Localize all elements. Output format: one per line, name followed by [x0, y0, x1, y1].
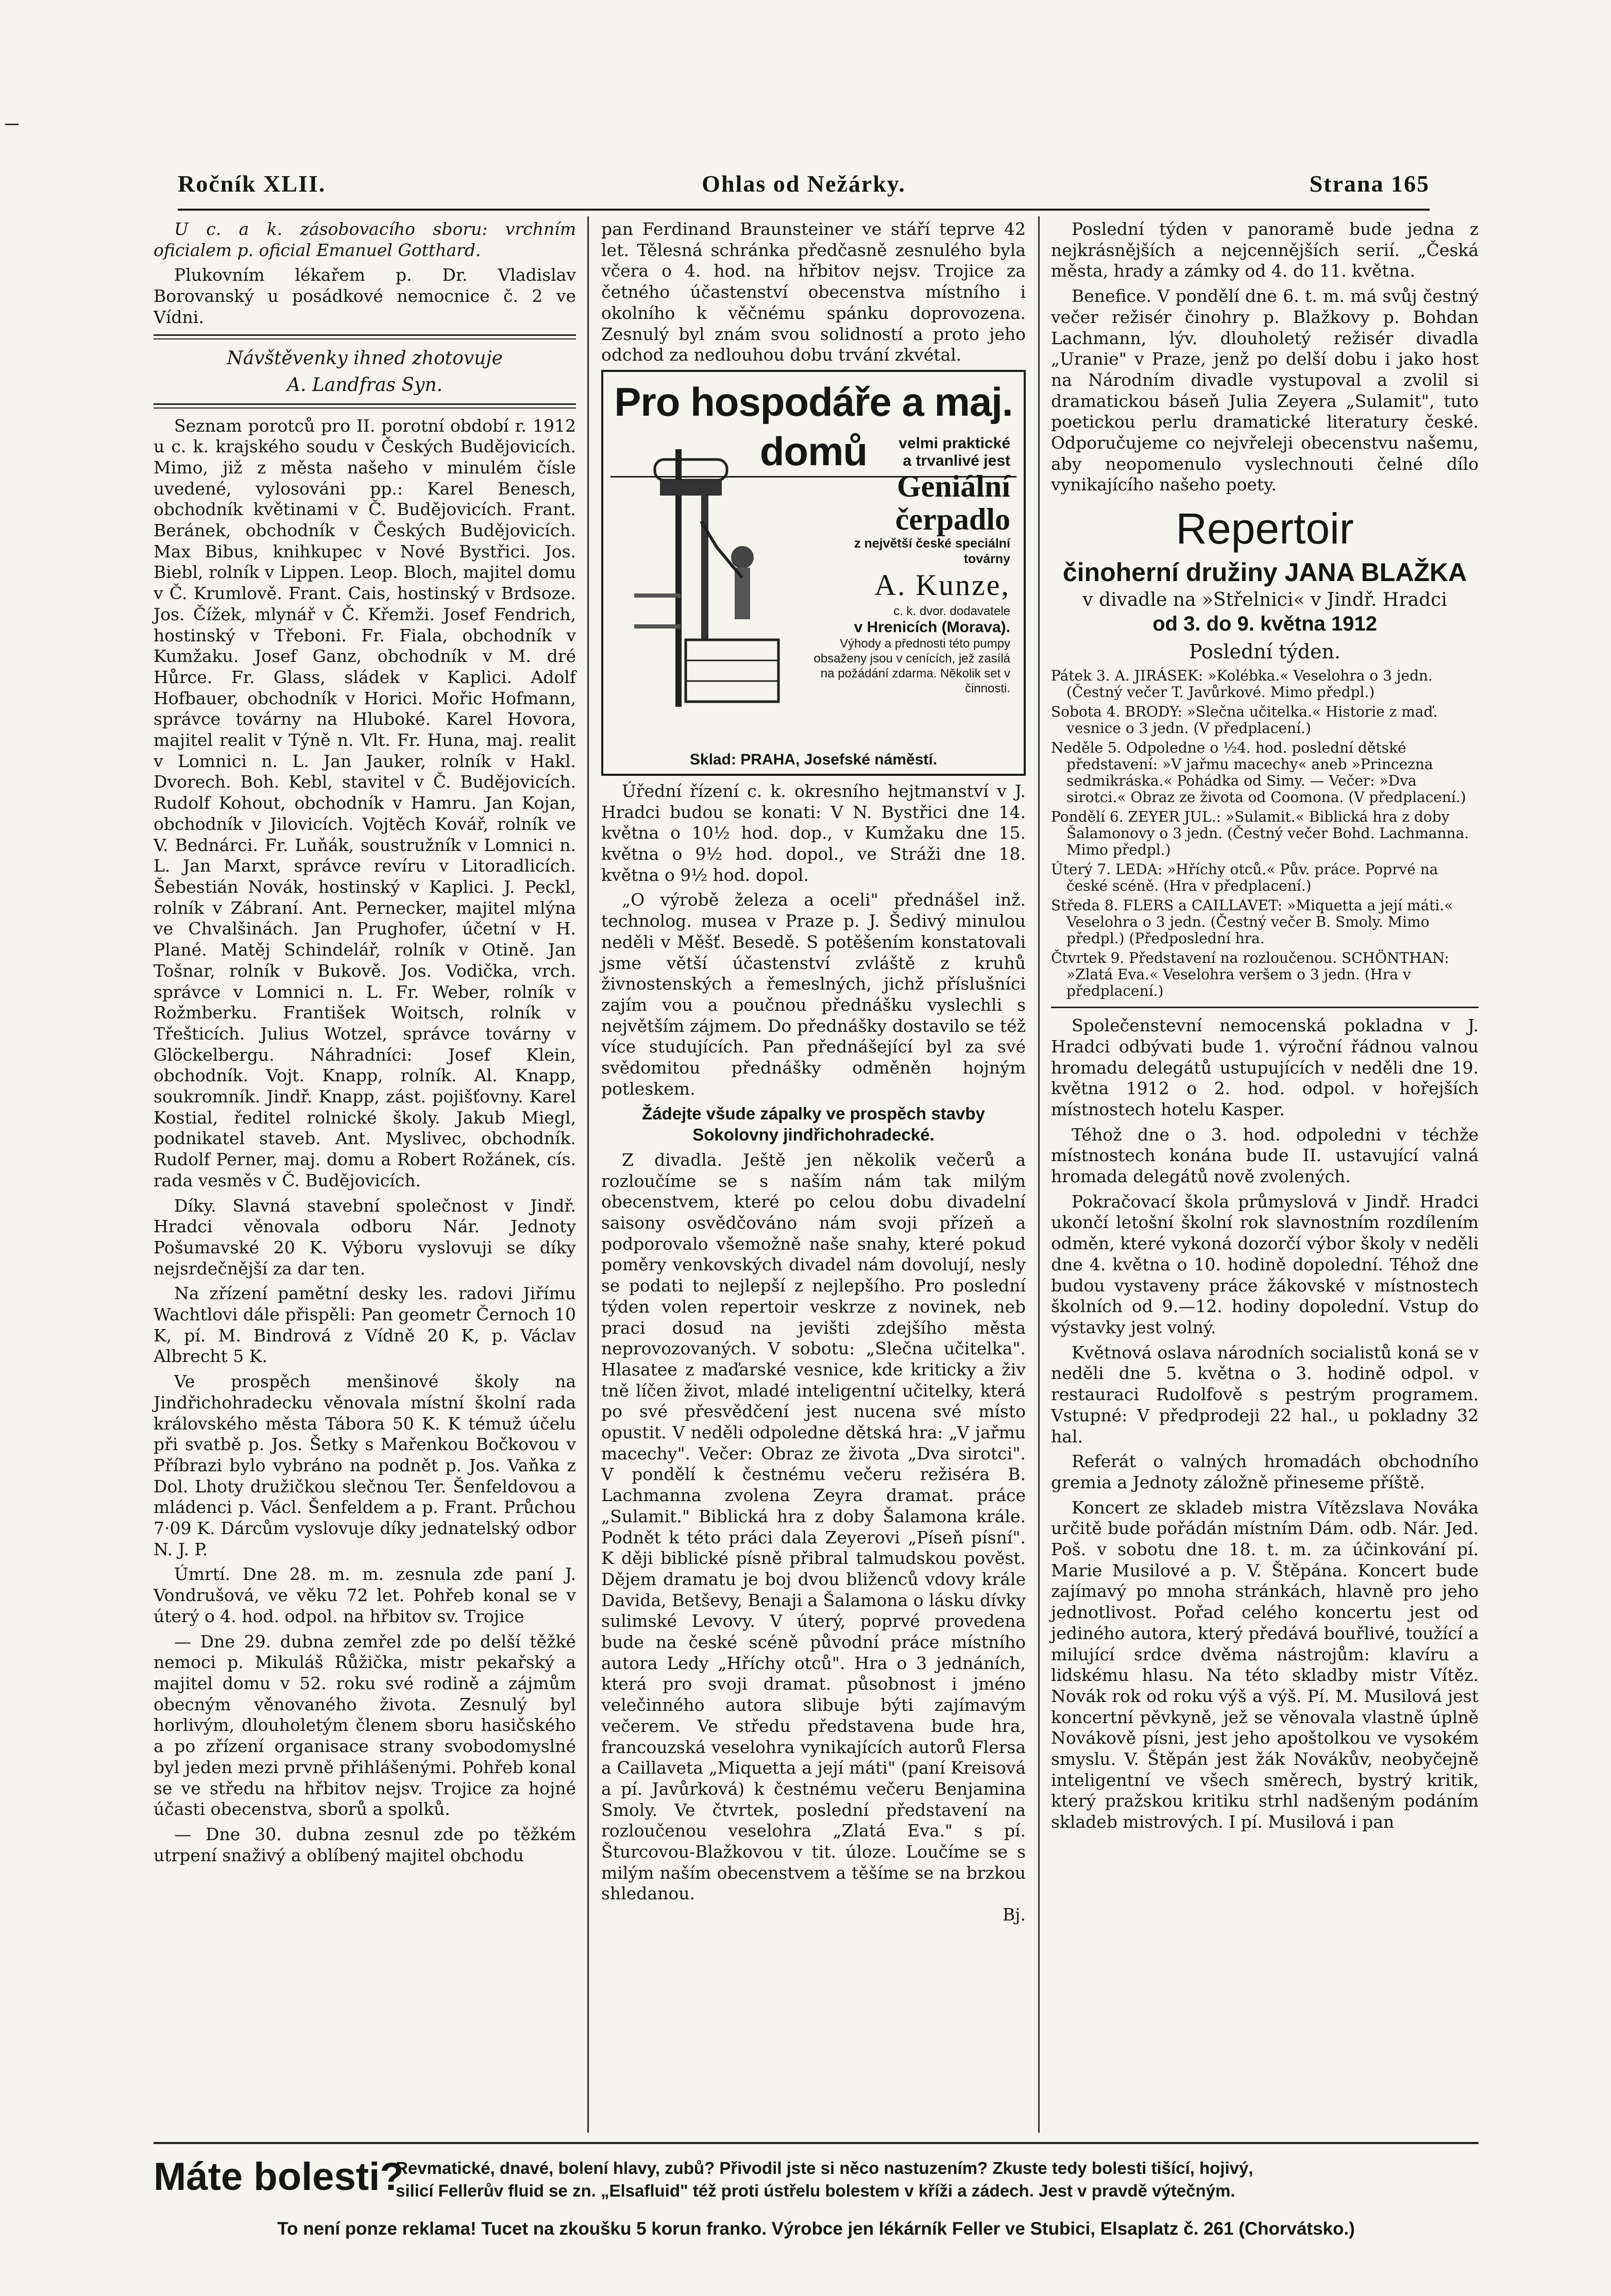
pump-advertisement — [601, 370, 1026, 776]
header-rule — [178, 209, 1430, 211]
column-1 — [154, 219, 576, 1870]
article-school: Ve prospěch menšinové školy na Jindřichohradecku věnovala místní školní rada královského města Tábora 50 K. K témuž účelu při svatbě p. Jos. Šetky s Mařenkou Bočkovou v Příbrazi bylo vybráno na podnět p. Jos. Vaňka z Dol. Lhoty družičkou slečnou Ter. Šenfeldovou a mládenci p. Václ. Šenfeldem a p. Frant. Průchou 7·09 K. Dárcům vyslovuje díky jednatelský odbor N. J. P. — [154, 1371, 576, 1559]
article-benefit: Benefice. V pondělí dne 6. t. m. má svůj čestný večer režisér činohry p. Blažkovy p. Bohdan Lachmann, lýv. dlouholetý režisér divadla „Uranie" v Praze, jenž po delší dobu i jako host na Národním divadle vystupoval a zvolil si dramatickou báseň Julia Zeyera „Sulamit", tuto poetickou perlu dramatické literatury české. Odporučujeme co nejvřeleji obecenstvu našemu, aby neopomenulo vyslechnouti čelné dílo vynikajícího našeho poety. — [1051, 286, 1479, 495]
article-insurance: Společenstevní nemocenská pokladna v J. Hradci odbývati bude 1. výroční řádnou valnou hromadu delegátů ustupujících v neděli dne 19. května 1912 o 2. hod. odpol. v hořejších místnostech hotelu Kasper. — [1051, 1015, 1479, 1119]
volume-label: Ročník XLII. — [178, 171, 326, 197]
schedule-row: Pondělí 6. ZEYER JUL.: »Sulamit.« Biblická hra z doby Šalamonovy o 3 jedn. (Čestný večer Bohd. Lachmanna. Mimo předpl.) — [1051, 808, 1469, 859]
article-death-3: — Dne 30. dubna zesnul zde po těžkém utrpení snaživý a oblíbený majitel obchodu — [154, 1824, 576, 1865]
article-signature: Bj. — [1003, 1904, 1026, 1925]
ad-line: a trvanlivé jest — [903, 452, 1010, 469]
fluid-advertisement — [154, 2142, 1479, 2268]
ad-line: Revmatické, dnavé, bolení hlavy, zubů? Přivodil jste si něco nastuzením? Zkuste tedy bolesti tišící, hojivý, — [396, 2158, 1253, 2178]
divider — [1051, 1007, 1479, 1008]
column-2 — [601, 219, 1026, 1930]
article-assembly: Téhož dne o 3. hod. odpoledni v téchže místnostech konána bude II. ustavující valná hromada delegátů nově zvolených. — [1051, 1124, 1479, 1187]
article-promotion-2: Plukovním lékařem p. Dr. Vladislav Borovanský u posádkové nemocnice č. 2 ve Vídni. — [154, 265, 576, 327]
page-number: Strana 165 — [1309, 171, 1430, 197]
schedule-row: Pátek 3. A. JIRÁSEK: »Kolébka.« Veselohra o 3 jedn. (Čestný večer T. Javůrkové. Mimo předpl.) — [1051, 667, 1433, 701]
schedule-row: Sobota 4. BRODY: »Slečna učitelka.« Historie z maď. vesnice o 3 jedn. (V předplacení.) — [1051, 703, 1438, 737]
ad-headline: Máte bolesti? — [154, 2155, 404, 2199]
notice-line-1: Návštěvenky ihned zhotovuje — [227, 347, 503, 369]
ad-title: Pro hospodáře a maj. domů — [611, 377, 1016, 478]
article-jurors: Seznam porotců pro II. porotní období r. 1912 u c. k. krajského soudu v Českých Budějovicích. Mimo, již z města našeho v minulém čísle uvedené, vylosováni pp.: Karel Benesch, obchodník květinami v Č. Budějovicích. Frant. Beránek, obchodník v Českých Budějovicích. Max Bibus, knihkupec v Nové Bystřici. Jos. Biebl, rolník v Lippen. Leop. Bloch, majitel domu v Č. Krumlově. Frant. Cais, hostinský v Brdsoze. Jos. Čížek, mlynář v Č. Křemži. Josef Fendrich, hostinský v Třeboni. Fr. Fiala, obchodník v Kumžaku. Josef Ganz, obchodník v M. dré Hůrce. Fr. Glass, sládek v Kaplici. Adolf Hofbauer, obchodník v Horici. Mořic Hofmann, správce továrny na Hluboké. Karel Hovora, majitel realit v Týně n. Vlt. Fr. Huna, maj. realit v Lomnici n. L. Jan Jauker, rolník v Hakl. Dvorech. Boh. Kebl, stavitel v Č. Budějovicích. Rudolf Kohout, obchodník v Hamru. Jan Kojan, obchodník v Jilovicích. Vojtěch Kovář, rolník ve V. Bednárci. Fr. Luňák, soustružník v Lomnici n. L. Jan Marxt, správce revíru v Litoradlicích. Šebestián Novák, hostinský v Kaplici. J. Peckl, rolník v Zábraní. Ant. Pernecker, majitel mlýna ve Chvalšinách. Jan Prughofer, účetní v H. Plané. Matěj Schindelář, rolník v Otině. Jan Tošnar, rolník v Bukově. Jos. Vodička, vrch. správce v Lomnici n. L. Fr. Weber, rolník v Rožmberku. František Woitsch, rolník v Třešticích. Julius Wotzel, správce továrny v Glöckelbergu. Náhradníci: Josef Klein, obchodník. Vojt. Knapp, rolník. Al. Knapp, soukromník. Jindř. Knapp, zást. pojišťovny. Karel Kostial, ředitel rolnické školy. Jakub Miegl, podnikatel staveb. Ant. Myslivec, obchodník. Rudolf Perner, maj. domu a Robert Rožánek, cís. rada vesměs v Č. Budějovicích. — [154, 415, 576, 1190]
article-death-continued: pan Ferdinand Braunsteiner ve stáří teprve 42 let. Tělesná schránka předčasně zesnulého byla včera o 4. hod. na hřbitov nejsv. Trojice za četného účastenství obecenstva místního i okolního k věčnému spánku doprovozena. Zesnulý byl znám svou solidností a proto jeho odchod za nedlouhou dobu trvání zkvétal. — [601, 219, 1026, 365]
article-industrial-school: Pokračovací škola průmyslová v Jindř. Hradci ukončí letošní školní rok slavnostním rozdílením odměn, které vykoná dozorčí výbor školy v neděli dne 4. května o 10. hodině dopolední. Téhož dne budou vystaveny práce žákovské v místnostech školních od 9.—12. hodiny dopolední. Vstup do výstavky jest volný. — [1051, 1191, 1479, 1337]
schedule-row: Úterý 7. LEDA: »Hříchy otců.« Pův. práce. Poprvé na české scéně. (Hra v předplacení.) — [1051, 861, 1438, 895]
margin-mark — [5, 124, 19, 125]
article-death-2: — Dne 29. dubna zemřel zde po delší těžké nemoci p. Mikuláš Růžička, mistr pekařský a majitel domu v 52. roku své rodině a zájmům obecným věnovaného života. Zesnulý byl horlivým, dlouholetým členem sboru hasičského a po zřízení organisace strany svobodomyslné byl jeden mezi prvně přihlášenými. Pohřeb konal se ve středu na hřbitov nejsv. Trojice za hojné účasti obecenstva, sborů a spolků. — [154, 1631, 576, 1819]
ad-line: velmi praktické — [898, 434, 1010, 452]
article-promotion-1: U c. a k. zásobovacího sboru: vrchním oficialem p. oficial Emanuel Gotthard. — [154, 219, 576, 260]
schedule-row: Středa 8. FLERS a CAILLAVET: »Miquetta a její máti.« Veselohra o 3 jedn. (Čestný večer B. Smoly. Mimo předpl.) (Předposlední hra. — [1051, 897, 1453, 947]
divider — [154, 403, 576, 409]
article-thanks: Díky. Slavná stavební společnost v Jindř. Hradci věnovala odboru Nár. Jednoty Pošumavské 20 K. Výboru vyslovuji se díky nejsrdečnější za dar ten. — [154, 1195, 576, 1279]
ad-footer: Sklad: PRAHA, Josefské náměstí. — [689, 751, 938, 769]
repertoire-week: Poslední týden. — [1189, 640, 1341, 664]
article-death-1: Úmrtí. Dne 28. m. m. zesnula zde paní J. Vondrušová, ve věku 72 let. Pohřeb konal se v úterý o 4. hod. odpol. na hřbitov sv. Trojice — [154, 1564, 576, 1626]
notice-line-2: A. Landfras Syn. — [286, 374, 443, 396]
ad-line: z největší české speciální továrny — [854, 536, 1010, 566]
repertoire-schedule — [1051, 668, 1479, 999]
ad-line: silicí Fellerův fluid se zn. „Elsafluid" též proti ústřelu bolestem v kříži a zádech. Jest v pravdě výtečným. — [396, 2181, 1235, 2200]
pump-illustration-icon — [624, 439, 799, 717]
ad-line: v Hrenicích (Morava). — [854, 618, 1010, 636]
repertoire-subtitle: činoherní družiny JANA BLAŽKA — [1062, 558, 1467, 587]
ad-text-block — [804, 435, 1010, 696]
ad-headline: čerpadlo — [895, 502, 1010, 536]
article-may-celebration: Květnová oslava národních socialistů koná se v neděli dne 5. května o 3. hodině odpol. v restauraci Rudolfově s pestrým programem. Vstupné: V předprodeji 22 hal., u pokladny 32 hal. — [1051, 1342, 1479, 1447]
article-matches: Žádejte všude zápalky ve prospěch stavby Sokolovny jindřichohradecké. — [642, 1104, 985, 1145]
ad-line: c. k. dvor. dodavatele — [893, 604, 1010, 618]
schedule-row: Neděle 5. Odpoledne o ½4. hod. poslední dětské představení: »V jařmu macechy« aneb »Princezna sedmikráska.« Pohádka od Simy. — Večer: »Dva sirotci.« Obraz ze života od Coomona. (V předplacení.) — [1051, 739, 1466, 806]
column-3 — [1051, 219, 1479, 1837]
repertoire-venue: v divadle na »Střelnici« v Jindř. Hradci — [1082, 589, 1447, 611]
article-panorama: Poslední týden v panoramě bude jedna z nejkrásnějších a nejcennějších serií. „Česká města, hrady a zámky od 4. do 11. května. — [1051, 219, 1479, 281]
newspaper-title: Ohlas od Nežárky. — [702, 171, 906, 197]
article-report: Referát o valných hromadách obchodního gremia a Jednoty záložně přineseme příště. — [1051, 1451, 1479, 1492]
column-divider — [587, 216, 589, 2133]
article-memorial: Na zřízení pamětní desky les. radovi Jiřímu Wachtlovi dále přispěli: Pan geometr Černoch 10 K, pí. M. Bindrová z Vídně 20 K, p. Václav Albrecht 5 K. — [154, 1283, 576, 1367]
schedule-row: Čtvrtek 9. Představení na rozloučenou. SCHÖNTHAN: »Zlatá Eva.« Veselohra veršem o 3 jedn. (Hra v předplacení.) — [1051, 949, 1449, 1000]
article-official: Úřední řízení c. k. okresního hejtmanství v J. Hradci budou se konati: V N. Bystřici dne 14. května o 10½ hod. dop., v Kumžaku dne 15. května o 9½ hod. dopol., ve Stráži dne 18. května o 9½ hod. dopol. — [601, 780, 1026, 885]
ad-headline: Geniální — [896, 469, 1010, 503]
page-header — [178, 170, 1430, 201]
repertoire-title: Repertoir — [1176, 504, 1354, 553]
divider — [154, 334, 576, 339]
repertoire-dates: od 3. do 9. května 1912 — [1152, 613, 1377, 636]
article-theatre: Z divadla. Ještě jen několik večerů a rozloučíme se s naším nám tak milým obecenstvem, které po celou dobu divadelní saisony osvědčováno nám svoji přízeň a podporovalo všemožně naše snahy, které pokud poměry venkovských divadel nám dovolují, nesly se podati to nejlepší z nejlepšího. Pro poslední týden volen repertoir veskrze z novinek, neb praci dosud na jevišti zdejšího města neprovozovaných. V sobotu: „Slečna učitelka". Hlasatee z maďarské vesnice, kde kriticky a živ tně líčen život, mladé inteligentní učitelky, která po své přesvědčení jest nucena své místo opustit. V neděli odpoledne dětská hra: „V jařmu macechy". Večer: Obraz ze života „Dva sirotci". V pondělí k čestnému večeru režiséra B. Lachmanna zvolena Zeyra dramat. práce „Sulamit." Biblická hra z doby Šalamona krále. Podnět k této práci dala Zeyerovi „Píseň písní". K ději biblické písně přibral talmudskou pověst. Dějem dramatu je boj dvou bliženců vdovy krále Davida, Betševy, Benaji a Šalamona o lásku dívky sulimské Levovy. V úterý, poprvé provedena bude na české scéně původní práce místního autora Ledy „Hříchy otců". Hra o 3 jednáních, která pro svoji dramat. působnost i jméno velečinného autora slibuje býti zajímavým večerem. Ve středu představena bude hra, francouzská veselohra vynikajících autorů Flersa a Caillaveta „Miquetta a její máti" (paní Kreisová a pí. Javůrková) k čestnému večeru Benjamina Smoly. Ve čtvrtek, poslední představení na rozloučenou veselohra „Zlatá Eva." s pí. Šturcovou-Blažkovou v tit. úloze. Loučíme se s milým naším obecenstvem a těšíme se na brzkou shledanou. — [601, 1149, 1026, 1904]
ad-company: A. Kunze, — [874, 568, 1010, 602]
column-divider — [1038, 216, 1040, 2133]
ad-line: To není ponze reklama! Tucet na zkoušku 5 korun franko. Výrobce jen lékárník Feller ve Stubici, Elsaplatz č. 261 (Chorvátsko.) — [277, 2219, 1355, 2239]
article-concert: Koncert ze skladeb mistra Vítězslava Nováka určitě bude pořádán místním Dám. odb. Nár. Jed. Poš. v sobotu dne 18. t. m. za účinkování pí. Marie Musilové a p. V. Štěpána. Koncert bude zajímavý po mnoha stránkách, hlavně pro jeho jednotlivost. Pořad celého koncertu jest od jediného autora, který předává bouřlivé, toužící a milující srdce dvěma nástrojům: klavíru a lidskému hlasu. Na této skladby mistr Vítěz. Novák rok od roku výš a výš. Pí. M. Musilová jest koncertní pěvkyně, jež se věnovala vlastně úplně Novákově písni, jest jeho apoštolkou ve vysokém smyslu. V. Štěpán jest žák Novákův, neobyčejně inteligentní ve všech směrech, bystrý kritik, který pražskou kritiku strhl nadšeným podáním skladeb mistrových. I pí. Musilová i pan — [1051, 1497, 1479, 1832]
ad-line: Výhody a přednosti této pumpy obsaženy jsou v cenících, jež zasílá na požádání zdarma. Několik set v činnosti. — [813, 636, 1010, 695]
article-lecture: „O výrobě železa a oceli" přednášel inž. technolog. musea v Praze p. J. Šedivý minulou neděli v Měšť. Besedě. S potěšením konstatovali jsme větší účastenství zvláště z kruhů živnostenských a řemeslných, jichž příslušníci zajím vou a poučnou přednášku vyslechli s největším zájmem. Do přednášky dostavilo se též více studujících. Pan přednášející byl za své svědomitou přednášky odměněn hojným potleskem. — [601, 890, 1026, 1099]
